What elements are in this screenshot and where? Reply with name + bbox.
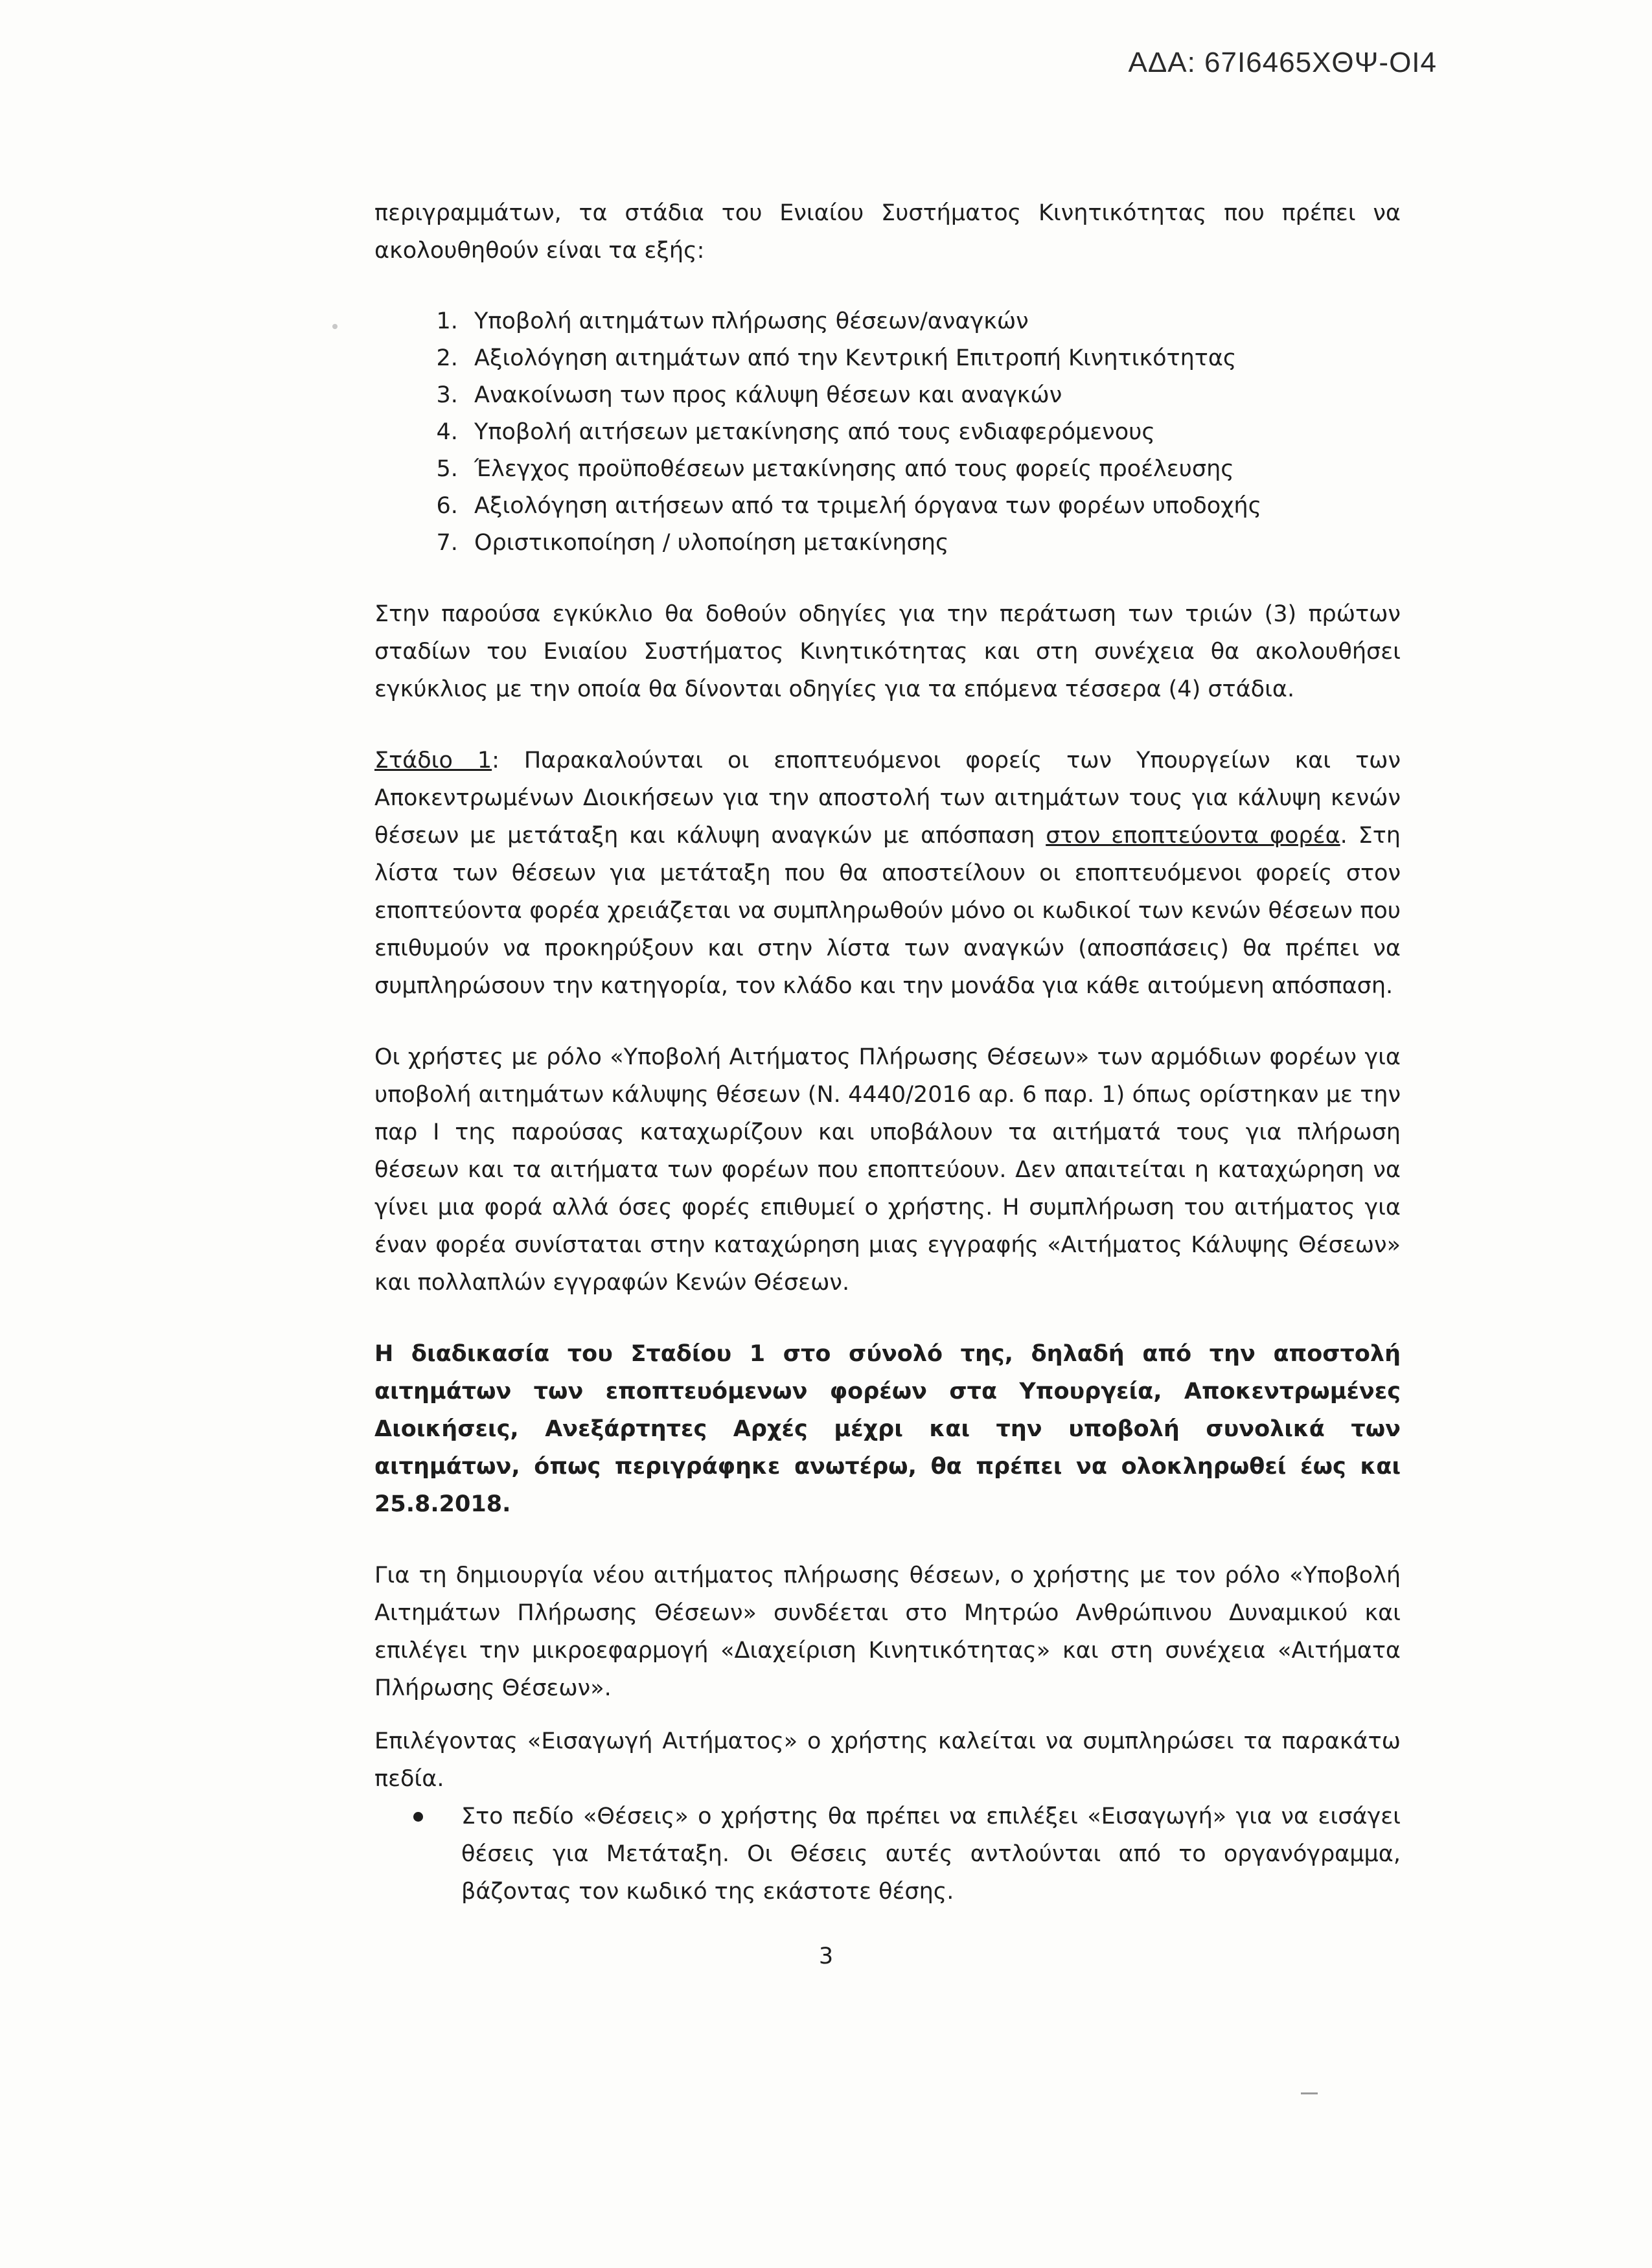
bullet-icon — [413, 1812, 423, 1822]
stage-item: 1. Υποβολή αιτημάτων πλήρωσης θέσεων/αναγκών — [465, 303, 1401, 340]
stage-item: 6. Αξιολόγηση αιτήσεων από τα τριμελή όργανα των φορέων υποδοχής — [465, 488, 1401, 525]
deadline-paragraph: Η διαδικασία του Σταδίου 1 στο σύνολό της, δηλαδή από την αποστολή αιτημάτων των εποπτευόμενων φορέων στα Υπουργεία, Αποκεντρωμένες Διοικήσεις, Ανεξάρτητες Αρχές μέχρι και την υποβολή συνολικά των αιτημάτων, όπως περιγράφηκε ανωτέρω, θα πρέπει να ολοκληρωθεί έως και 25.8.2018. — [374, 1341, 1401, 1517]
create-paragraph: Για τη δημιουργία νέου αιτήματος πλήρωσης θέσεων, ο χρήστης με τον ρόλο «Υποβολή Αιτημάτων Πλήρωσης Θέσεων» συνδέεται στο Μητρώο Ανθρώπινου Δυναμικού και επιλέγει την μικροεφαρμογή «Διαχείριση Κινητικότητας» και στη συνέχεια «Αιτήματα Πλήρωσης Θέσεων». — [374, 1563, 1401, 1701]
select-paragraph: Επιλέγοντας «Εισαγωγή Αιτήματος» ο χρήστης καλείται να συμπληρώσει τα παρακάτω πεδία. — [374, 1728, 1401, 1792]
intro-paragraph: περιγραμμάτων, τα στάδια του Ενιαίου Συστήματος Κινητικότητας που πρέπει να ακολουθηθούν είναι τα εξής: — [374, 200, 1401, 264]
scan-speck — [332, 324, 338, 329]
list-item — [461, 1798, 1401, 1910]
stage-item: 2. Αξιολόγηση αιτημάτων από την Κεντρική Επιτροπή Κινητικότητας — [465, 340, 1401, 377]
scan-mark — [1301, 2092, 1318, 2094]
document-body — [374, 194, 1401, 1910]
stage1-underlined: στον εποπτεύοντα φορέα — [1046, 823, 1340, 849]
stage1-text-a: : Παρακαλούνται οι εποπτευόμενοι φορείς των Υπουργείων και των Αποκεντρωμένων Διοικήσεων για την αποστολή των αιτημάτων τους για κάλυψη κενών θέσεων με μετάταξη και κάλυψη αναγκών με απόσπαση — [374, 748, 1401, 849]
stage1-paragraph — [374, 742, 1401, 1005]
fields-list — [374, 1798, 1401, 1910]
stage-item: 7. Οριστικοποίηση / υλοποίηση μετακίνησης — [465, 525, 1401, 562]
stages-list — [374, 303, 1401, 562]
page-number: 3 — [818, 1943, 834, 1969]
stage1-label: Στάδιο 1 — [374, 748, 492, 773]
circular-paragraph: Στην παρούσα εγκύκλιο θα δοθούν οδηγίες για την περάτωση των τριών (3) πρώτων σταδίων του Ενιαίου Συστήματος Κινητικότητας και στη συνέχεια θα ακολουθήσει εγκύκλιος με την οποία θα δίνονται οδηγίες για τα επόμενα τέσσερα (4) στάδια. — [374, 601, 1401, 702]
ada-code: ΑΔΑ: 67Ι6465ΧΘΨ-ΟΙ4 — [1128, 47, 1437, 78]
stage-item: 4. Υποβολή αιτήσεων μετακίνησης από τους ενδιαφερόμενους — [465, 414, 1401, 451]
stage1-text-b: . Στη λίστα των θέσεων για μετάταξη που θα αποστείλουν οι εποπτευόμενοι φορείς στον εποπτεύοντα φορέα χρειάζεται να συμπληρωθούν μόνο οι κωδικοί των κενών θέσεων που επιθυμούν να προκηρύξουν και στην λίστα των αναγκών (αποσπάσεις) θα πρέπει να συμπληρώσουν την κατηγορία, τον κλάδο και την μονάδα για κάθε αιτούμενη απόσπαση. — [374, 823, 1401, 999]
stage-item: 5. Έλεγχος προϋποθέσεων μετακίνησης από τους φορείς προέλευσης — [465, 451, 1401, 488]
stage-item: 3. Ανακοίνωση των προς κάλυψη θέσεων και αναγκών — [465, 377, 1401, 414]
bullet-text: Στο πεδίο «Θέσεις» ο χρήστης θα πρέπει να επιλέξει «Εισαγωγή» για να εισάγει θέσεις για Μετάταξη. Οι Θέσεις αυτές αντλούνται από το οργανόγραμμα, βάζοντας τον κωδικό της εκάστοτε θέσης. — [461, 1804, 1401, 1905]
users-paragraph: Οι χρήστες με ρόλο «Υποβολή Αιτήματος Πλήρωσης Θέσεων» των αρμόδιων φορέων για υποβολή αιτημάτων κάλυψης θέσεων (Ν. 4440/2016 αρ. 6 παρ. 1) όπως ορίστηκαν με την παρ Ι της παρούσας καταχωρίζουν και υποβάλουν τα αιτήματά τους για πλήρωση θέσεων και τα αιτήματα των φορέων που εποπτεύουν. Δεν απαιτείται η καταχώρηση να γίνει μια φορά αλλά όσες φορές επιθυμεί ο χρήστης. Η συμπλήρωση του αιτήματος για έναν φορέα συνίσταται στην καταχώρηση μιας εγγραφής «Αιτήματος Κάλυψης Θέσεων» και πολλαπλών εγγραφών Κενών Θέσεων. — [374, 1044, 1401, 1296]
